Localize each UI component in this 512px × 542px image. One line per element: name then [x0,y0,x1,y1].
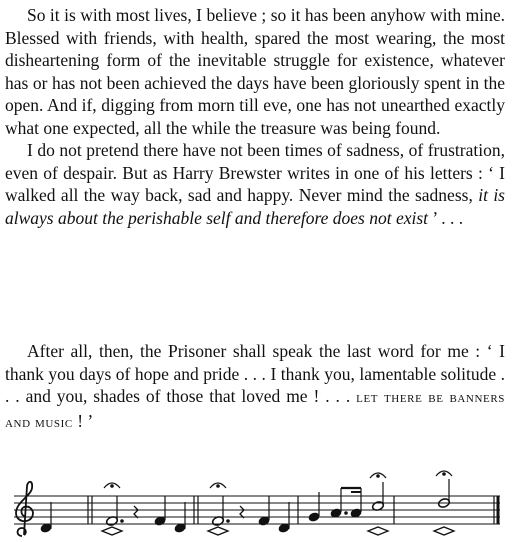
paragraph-3 [5,340,505,434]
measure-1-notes [40,502,52,533]
measure-3-notes [208,483,290,535]
music-staff [8,466,508,540]
treble-clef-icon [16,482,33,536]
paragraph-3-small-caps: let there be banners and music [5,390,505,431]
paragraph-2-start: I do not pretend there have not been times of sadness, of frustration, even of despair. But as Harry Brewster writes in one of his letters : ‘ I walked all the way back, sad and happy. Never mind the sadness, [5,140,505,205]
paragraph-3-end: ! ’ [72,410,94,431]
measure-2-notes [102,483,186,535]
paragraph-2 [5,139,505,229]
paragraph-2-italic-quote: it is always about the perishable self and therefore does not exist [5,185,505,228]
paragraph-3-start: After all, then, the Prisoner shall speak the last word for me : ‘ I thank you days of hope and pride . . . I thank you, lamentable solitude . . . and you, shades of those that loved me ! . . . [5,341,505,406]
text-block-upper [5,4,505,229]
measure-4-notes [308,473,388,535]
paragraph-1: So it is with most lives, I believe ; so it has been anyhow with mine. Blessed with friends, with health, spared the most wearing, the most disheartening form of the inevitable struggle for existence, whatever has or has not been achieved the days have been gloriously spent in the open. And if, digging from morn till eve, one has not unearthed exactly what one expected, all the while the treasure was being found. [5,5,505,138]
text-block-lower [5,340,505,434]
staff-lines [14,496,500,524]
paragraph-2-end: ’ . . . [428,207,464,228]
